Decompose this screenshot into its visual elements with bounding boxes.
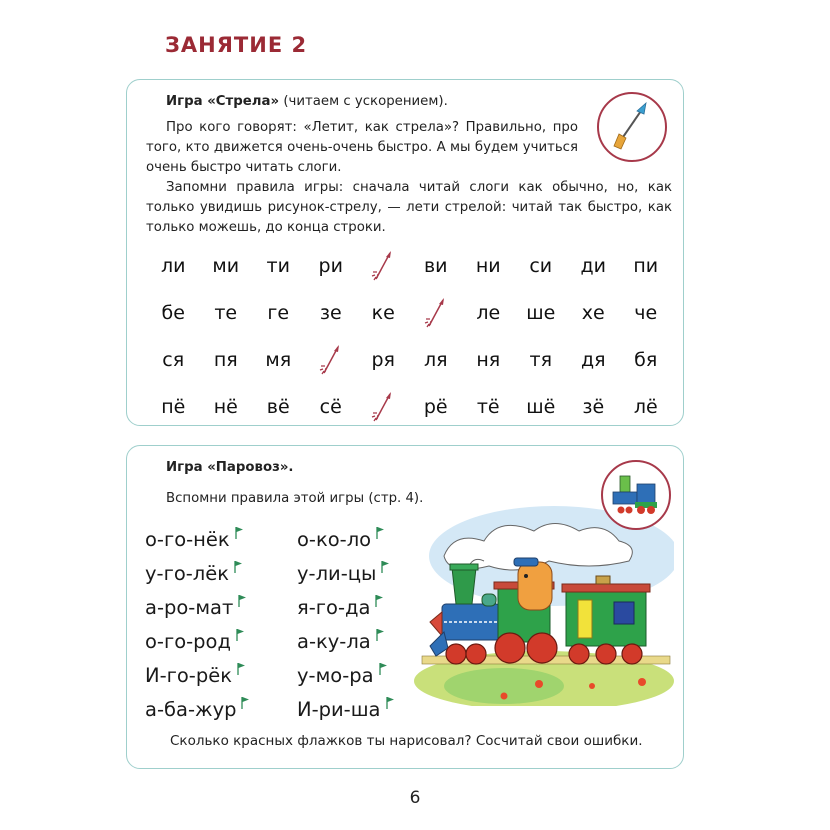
syllable: пё xyxy=(161,395,186,418)
green-flag-icon xyxy=(241,697,249,709)
green-flag-icon xyxy=(236,629,244,641)
arrow-icon xyxy=(305,343,358,377)
arrow-icon xyxy=(357,390,410,424)
word-item xyxy=(145,692,249,726)
syllable-grid xyxy=(147,242,672,430)
arrow-game-title-bold: Игра «Стрела» xyxy=(166,94,280,109)
syllable: ни xyxy=(475,254,501,277)
word-item xyxy=(297,658,394,692)
syllable: нё xyxy=(213,395,238,418)
arrow-icon xyxy=(410,296,463,330)
lesson-title: ЗАНЯТИЕ 2 xyxy=(165,33,308,57)
syllable-word: о-ко-ло xyxy=(297,527,372,551)
syllable: рё xyxy=(423,395,448,418)
syllable-word: а-ку-ла xyxy=(297,629,371,653)
word-item xyxy=(145,658,249,692)
syllable: бя xyxy=(634,348,658,371)
syllable-word: у-мо-ра xyxy=(297,663,374,687)
syllable-row xyxy=(147,289,672,336)
syllable-row xyxy=(147,242,672,289)
syllable: лё xyxy=(633,395,658,418)
syllable-word: а-ро-мат xyxy=(145,595,234,619)
syllable: ля xyxy=(423,348,448,371)
word-item xyxy=(145,522,249,556)
word-item xyxy=(297,624,394,658)
syllable-word: о-го-нёк xyxy=(145,527,230,551)
word-item xyxy=(145,590,249,624)
train-game-section xyxy=(126,445,684,769)
syllable: тя xyxy=(529,348,552,371)
word-item xyxy=(297,522,394,556)
syllable: ви xyxy=(423,254,448,277)
syllable: ге xyxy=(267,301,290,324)
syllable: ря xyxy=(371,348,395,371)
word-item xyxy=(297,590,394,624)
syllable: зё xyxy=(582,395,605,418)
syllable: шё xyxy=(526,395,556,418)
train-game-title: Игра «Паровоз». xyxy=(166,460,294,475)
arrow-game-paragraph-2: Запомни правила игры: сначала читай слоги как обычно, но, как только увидишь рисунок-стрелу, — лети стрелой: читай так быстро, как только можешь, до конца строки. xyxy=(146,180,672,235)
green-flag-icon xyxy=(237,663,245,675)
arrow-icon xyxy=(357,249,410,283)
train-in-circle-icon xyxy=(601,460,671,530)
green-flag-icon xyxy=(234,561,242,573)
word-item xyxy=(297,556,394,590)
syllable-word: у-го-лёк xyxy=(145,561,230,585)
syllable-word: а-ба-жур xyxy=(145,697,237,721)
syllable-row xyxy=(147,336,672,383)
syllable: ся xyxy=(162,348,185,371)
green-flag-icon xyxy=(238,595,246,607)
arrow-game-paragraph-1: Про кого говорят: «Летит, как стрела»? Правильно, про того, кто движется очень-очень быстро. А мы будем учиться очень быстро читать слоги. xyxy=(146,120,578,175)
syllable-word: я-го-да xyxy=(297,595,371,619)
train-game-instruction: Вспомни правила этой игры (стр. 4). xyxy=(166,491,424,506)
syllable-word: И-ри-ша xyxy=(297,697,381,721)
arrow-game-section xyxy=(126,79,684,426)
green-flag-icon xyxy=(381,561,389,573)
syllable: пя xyxy=(213,348,238,371)
syllable: че xyxy=(634,301,658,324)
arrow-game-title-rest: (читаем с ускорением). xyxy=(279,94,448,109)
word-column-2 xyxy=(297,522,394,726)
syllable: хе xyxy=(581,301,605,324)
syllable: ди xyxy=(580,254,606,277)
syllable: пи xyxy=(633,254,659,277)
green-flag-icon xyxy=(235,527,243,539)
green-flag-icon xyxy=(376,527,384,539)
syllable: ке xyxy=(371,301,395,324)
syllable: бе xyxy=(161,301,185,324)
syllable: вё xyxy=(266,395,290,418)
syllable: ри xyxy=(318,254,343,277)
syllable: сё xyxy=(319,395,342,418)
syllable-word: у-ли-цы xyxy=(297,561,377,585)
word-column-1 xyxy=(145,522,249,726)
syllable-word: И-го-рёк xyxy=(145,663,232,687)
arrow-game-title xyxy=(166,92,586,112)
word-item xyxy=(145,624,249,658)
word-item xyxy=(145,556,249,590)
syllable: ше xyxy=(526,301,556,324)
syllable-row xyxy=(147,383,672,430)
arrow-in-circle-icon xyxy=(597,92,667,162)
syllable: тё xyxy=(476,395,500,418)
green-flag-icon xyxy=(386,697,394,709)
syllable: си xyxy=(529,254,553,277)
syllable: дя xyxy=(580,348,606,371)
syllable: ми xyxy=(212,254,240,277)
page-number: 6 xyxy=(409,788,421,808)
syllable: ти xyxy=(266,254,290,277)
word-item xyxy=(297,692,394,726)
syllable-word: о-го-род xyxy=(145,629,231,653)
syllable: ня xyxy=(476,348,501,371)
syllable: те xyxy=(214,301,238,324)
syllable: мя xyxy=(265,348,292,371)
train-game-question: Сколько красных флажков ты нарисовал? Сосчитай свои ошибки. xyxy=(170,733,643,749)
green-flag-icon xyxy=(376,629,384,641)
syllable: зе xyxy=(319,301,342,324)
syllable: ле xyxy=(476,301,501,324)
syllable: ли xyxy=(161,254,186,277)
green-flag-icon xyxy=(379,663,387,675)
green-flag-icon xyxy=(375,595,383,607)
